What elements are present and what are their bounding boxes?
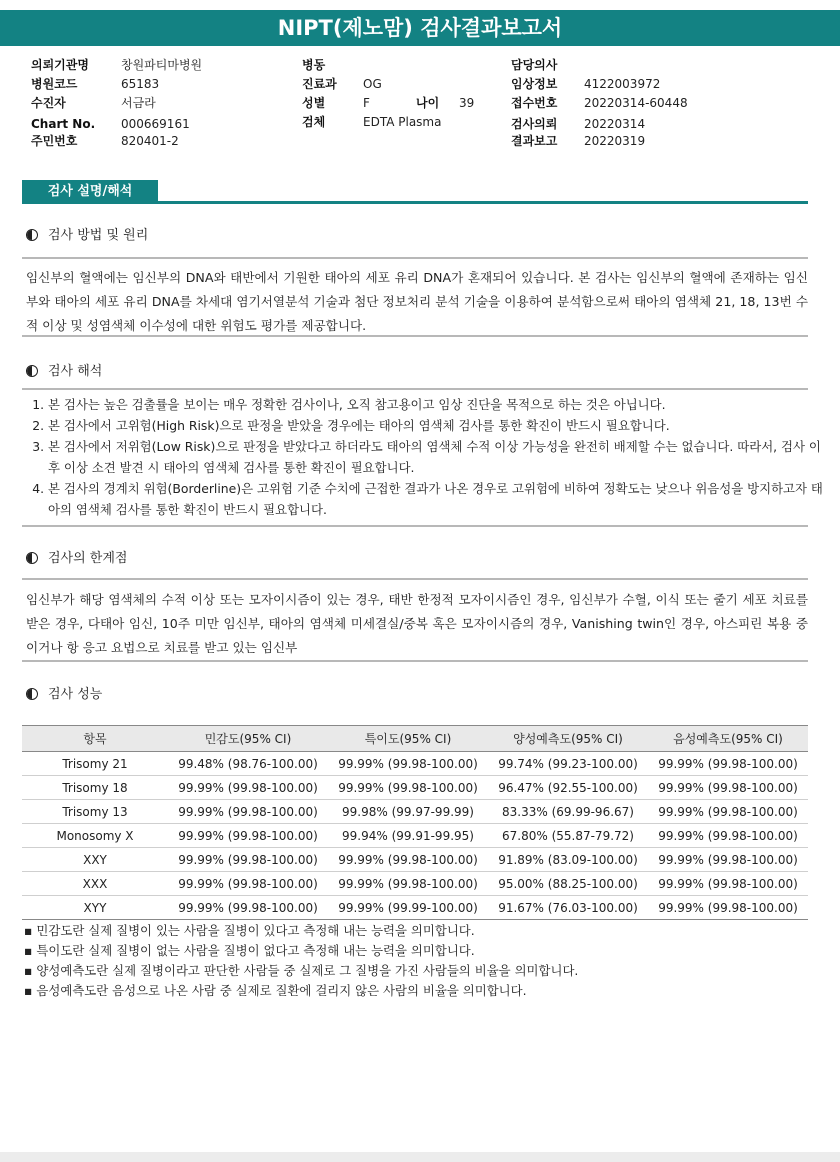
table-cell: 99.99% (99.98-100.00) <box>648 752 808 776</box>
divider <box>22 257 808 259</box>
table-cell: 99.99% (99.98-100.00) <box>648 872 808 896</box>
column-header: 음성예측도(95% CI) <box>648 726 808 752</box>
table-cell: 99.99% (99.98-100.00) <box>168 824 328 848</box>
table-cell: 99.99% (99.99-100.00) <box>328 896 488 920</box>
info-label: 병원코드 <box>31 77 78 91</box>
info-specimen <box>302 115 442 129</box>
section-heading-limitations <box>26 551 127 567</box>
info-value: 4122003972 <box>584 77 661 91</box>
performance-table <box>22 725 808 920</box>
info-resident-no <box>31 134 179 148</box>
section-heading-performance <box>26 687 102 703</box>
half-circle-icon <box>26 688 38 700</box>
info-sex <box>302 96 370 110</box>
table-row <box>22 824 808 848</box>
info-value: 20220314-60448 <box>584 96 688 110</box>
list-item: 3. 본 검사에서 저위험(Low Risk)으로 판정을 받았다고 하더라도 태아의 염색체 수적 이상 가능성을 완전히 배제할 수는 없습니다. 따라서, 검사 이후 이상 소견 발견 시 태아의 염색체 검사를 통한 확진이 필요합니다. <box>48 436 826 478</box>
section-heading-text: 검사 해석 <box>48 364 103 379</box>
table-cell: 99.99% (99.98-100.00) <box>648 824 808 848</box>
table-row <box>22 896 808 920</box>
table-row <box>22 776 808 800</box>
divider <box>22 388 808 390</box>
table-cell: 99.99% (99.98-100.00) <box>168 896 328 920</box>
table-cell: Monosomy X <box>22 824 168 848</box>
section-heading-method <box>26 228 148 244</box>
column-header: 민감도(95% CI) <box>168 726 328 752</box>
info-label: 나이 <box>416 96 440 110</box>
section-heading-text: 검사 성능 <box>48 687 103 702</box>
list-item: 1. 본 검사는 높은 검출률을 보이는 매우 정확한 검사이나, 오직 참고용이고 임상 진단을 목적으로 하는 것은 아닙니다. <box>48 394 826 415</box>
table-cell: Trisomy 21 <box>22 752 168 776</box>
column-header: 특이도(95% CI) <box>328 726 488 752</box>
table-cell: 99.74% (99.23-100.00) <box>488 752 648 776</box>
info-institution <box>31 58 203 72</box>
table-cell: 99.99% (99.98-100.00) <box>328 752 488 776</box>
table-cell: 95.00% (88.25-100.00) <box>488 872 648 896</box>
info-label: 임상정보 <box>511 77 558 91</box>
method-text: 임신부의 혈액에는 임신부의 DNA와 태반에서 기원한 태아의 세포 유리 DNA가 혼재되어 있습니다. 본 검사는 임신부의 혈액에 존재하는 임신부와 태아의 세포 유리 DNA를 차세대 염기서열분석 기술과 첨단 정보처리 분석 기술을 이용하여 분석함으로써 태아의 염색체 21, 18, 13번 수적 이상 및 성염색체 이수성에 대한 위험도 평가를 제공합니다. <box>26 270 808 333</box>
note-item: ▪ 양성예측도란 실제 질병이라고 판단한 사람들 중 실제로 그 질병을 가진 사람들의 비율을 의미합니다. <box>24 961 578 981</box>
table-cell: 99.99% (99.98-100.00) <box>648 848 808 872</box>
table-cell: XYY <box>22 896 168 920</box>
info-ward <box>302 58 325 72</box>
info-label: 병동 <box>302 58 326 72</box>
list-item: 4. 본 검사의 경계치 위험(Borderline)은 고위험 기준 수치에 근접한 결과가 나온 경우로 고위험에 비하여 정확도는 낮으나 위음성을 방지하고자 태아의 염색체 검사를 통한 확진이 반드시 필요합니다. <box>48 478 826 520</box>
info-label: 의뢰기관명 <box>31 58 89 72</box>
half-circle-icon <box>26 229 38 241</box>
info-label: 진료과 <box>302 77 337 91</box>
info-label: 주민번호 <box>31 134 78 148</box>
info-hospital-code <box>31 77 160 91</box>
info-chart-no <box>31 117 190 131</box>
table-cell: 91.67% (76.03-100.00) <box>488 896 648 920</box>
info-value: OG <box>363 77 382 91</box>
info-label: 성별 <box>302 96 326 110</box>
table-cell: 99.99% (99.98-100.00) <box>168 848 328 872</box>
half-circle-icon <box>26 552 38 564</box>
column-header: 항목 <box>22 726 168 752</box>
performance-notes <box>24 921 578 1001</box>
column-header: 양성예측도(95% CI) <box>488 726 648 752</box>
info-label: 검체 <box>302 115 326 129</box>
table-cell: 99.99% (99.98-100.00) <box>168 800 328 824</box>
info-report-date <box>511 134 646 148</box>
table-cell: 99.99% (99.98-100.00) <box>328 872 488 896</box>
info-value: 서금라 <box>121 96 156 110</box>
table-row <box>22 872 808 896</box>
info-label: 수진자 <box>31 96 66 110</box>
info-label: 검사의뢰 <box>511 117 558 131</box>
info-value: 39 <box>459 96 475 110</box>
info-receipt-no <box>511 96 688 110</box>
info-department <box>302 77 382 91</box>
tab-underline <box>158 201 808 204</box>
table-cell: 96.47% (92.55-100.00) <box>488 776 648 800</box>
note-item: ▪ 음성예측도란 음성으로 나온 사람 중 실제로 질환에 걸리지 않은 사람의 비율을 의미합니다. <box>24 981 578 1001</box>
divider <box>22 660 808 662</box>
note-item: ▪ 특이도란 실제 질병이 없는 사람을 질병이 없다고 측정해 내는 능력을 의미합니다. <box>24 941 578 961</box>
table-cell: XXY <box>22 848 168 872</box>
table-cell: Trisomy 13 <box>22 800 168 824</box>
table-cell: 99.94% (99.91-99.95) <box>328 824 488 848</box>
info-clinical <box>511 77 661 91</box>
info-patient <box>31 96 156 110</box>
table-row <box>22 848 808 872</box>
info-label: 결과보고 <box>511 134 558 148</box>
report-title: NIPT(제노맘) 검사결과보고서 <box>0 10 840 46</box>
info-value: 20220319 <box>584 134 646 148</box>
note-item: ▪ 민감도란 실제 질병이 있는 사람을 질병이 있다고 측정해 내는 능력을 의미합니다. <box>24 921 578 941</box>
limitations-text: 임신부가 해당 염색체의 수적 이상 또는 모자이시즘이 있는 경우, 태반 한정적 모자이시즘인 경우, 임신부가 수혈, 이식 또는 줄기 세포 치료를 받은 경우, 다태아 임신, 10주 미만 임신부, 태아의 염색체 미세결실/중복 혹은 모자이시즘의 경우, Vanishing twin인 경우, 아스피린 복용 중이거나 항 응고 요법으로 치료를 받고 있는 임신부 <box>26 592 808 655</box>
table-header-row <box>22 726 808 752</box>
divider <box>22 578 808 580</box>
info-value: F <box>363 96 370 110</box>
table-cell: Trisomy 18 <box>22 776 168 800</box>
table-cell: 99.99% (99.98-100.00) <box>648 896 808 920</box>
info-value: 65183 <box>121 77 160 91</box>
table-row <box>22 752 808 776</box>
section-heading-text: 검사의 한계점 <box>48 551 128 566</box>
table-cell: 99.99% (99.98-100.00) <box>648 776 808 800</box>
section-heading-text: 검사 방법 및 원리 <box>48 228 149 243</box>
info-value: 창원파티마병원 <box>121 58 203 72</box>
table-cell: 83.33% (69.99-96.67) <box>488 800 648 824</box>
table-cell: 99.99% (99.98-100.00) <box>168 872 328 896</box>
section-heading-interpretation <box>26 364 102 380</box>
info-label: 접수번호 <box>511 96 558 110</box>
page-footer-band <box>0 1152 840 1162</box>
divider <box>22 525 808 527</box>
info-request-date <box>511 117 646 131</box>
list-item: 2. 본 검사에서 고위험(High Risk)으로 판정을 받았을 경우에는 태아의 염색체 검사를 통한 확진이 반드시 필요합니다. <box>48 415 826 436</box>
divider <box>22 335 808 337</box>
table-cell: 99.99% (99.98-100.00) <box>328 848 488 872</box>
info-value: 20220314 <box>584 117 646 131</box>
half-circle-icon <box>26 365 38 377</box>
info-label: Chart No. <box>31 117 96 131</box>
section-tab: 검사 설명/해석 <box>22 180 158 204</box>
table-cell: 67.80% (55.87-79.72) <box>488 824 648 848</box>
info-doctor <box>511 58 557 72</box>
interpretation-list <box>30 394 826 520</box>
table-cell: 99.48% (98.76-100.00) <box>168 752 328 776</box>
info-value: 820401-2 <box>121 134 179 148</box>
info-age <box>416 96 475 110</box>
table-cell: 99.98% (99.97-99.99) <box>328 800 488 824</box>
info-value: EDTA Plasma <box>363 115 442 129</box>
table-cell: 91.89% (83.09-100.00) <box>488 848 648 872</box>
table-row <box>22 800 808 824</box>
table-cell: 99.99% (99.98-100.00) <box>648 800 808 824</box>
info-value: 000669161 <box>121 117 190 131</box>
table-cell: 99.99% (99.98-100.00) <box>168 776 328 800</box>
table-cell: 99.99% (99.98-100.00) <box>328 776 488 800</box>
info-label: 담당의사 <box>511 58 558 72</box>
table-cell: XXX <box>22 872 168 896</box>
